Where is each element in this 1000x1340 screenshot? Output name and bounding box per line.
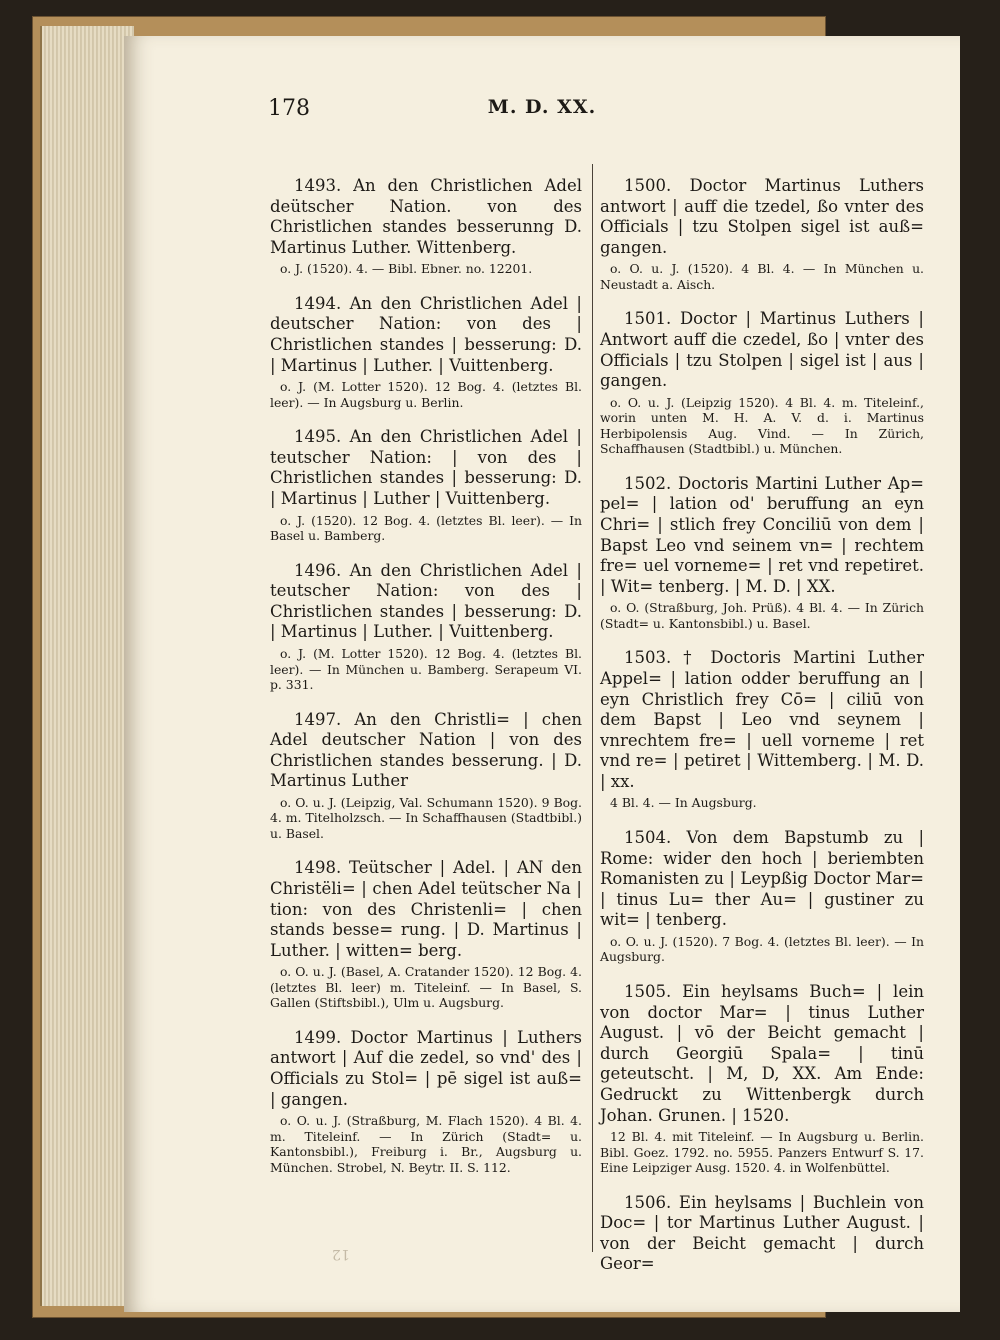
entry-title: 1505. Ein heylsams Buch= | lein von doctor Mar= | tinus Luther August. | vō der Beicht gemacht | durch Georgiū Spala= | tinū geteutscht. | M, D, XX. Am Ende: Gedruckt zu Wittenbergk durch Johan. Grunen. | 1520. xyxy=(600,981,924,1125)
entry-note: o. O. u. J. (Leipzig 1520). 4 Bl. 4. m. Titeleinf., worin unten M. H. A. V. d. i. Martinus Herbipolensis Aug. Vind. — In Zürich, Schaffhausen (Stadtbibl.) u. München. xyxy=(600,394,924,457)
entry-title: 1497. An den Christli= | chen Adel deutscher Nation | von des Christlichen standes besserung. | D. Martinus Luther xyxy=(270,709,582,791)
page-number: 178 xyxy=(268,96,310,121)
book-page xyxy=(124,36,960,1312)
entry-1494 xyxy=(270,294,582,410)
entry-1495 xyxy=(270,427,582,543)
entry-title: 1506. Ein heylsams | Buchlein von Doc= | tor Martinus Luther August. | von der Beicht gemacht | durch Geor= xyxy=(600,1192,924,1274)
running-title: M. D. XX. xyxy=(487,96,597,118)
entry-title: 1496. An den Christlichen Adel | teutscher Nation: von des | Christlichen standes | besserung: D. | Martinus | Luther. | Vuittenberg. xyxy=(270,560,582,642)
entry-note: o. J. (M. Lotter 1520). 12 Bog. 4. (letztes Bl. leer). — In Augsburg u. Berlin. xyxy=(270,379,582,410)
entry-title: 1501. Doctor | Martinus Luthers | Antwort auff die czedel, ßo | vnter des Officials | tzu Stolpen | sigel ist | aus | gangen. xyxy=(600,309,924,391)
entry-1498 xyxy=(270,858,582,1010)
entry-title: 1504. Von dem Bapstumb zu | Rome: wider den hoch | beriembten Romanisten zu | Leypßig Doctor Mar= | tinus Lu= ther Au= | gustiner zu wit= | tenberg. xyxy=(600,827,924,930)
entry-1499 xyxy=(270,1028,582,1175)
entry-note: o. O. (Straßburg, Joh. Prüß). 4 Bl. 4. — In Zürich (Stadt= u. Kantonsbibl.) u. Basel. xyxy=(600,600,924,631)
right-column xyxy=(600,176,924,1292)
entry-note: o. O. u. J. (1520). 7 Bog. 4. (letztes Bl. leer). — In Augsburg. xyxy=(600,933,924,965)
entry-title: 1498. Teütscher | Adel. | AN den Christëli= | chen Adel teütscher Na | tion: von des Christenli= | chen stands besse= rung. | D. Martinus | Luther. | witten= berg. xyxy=(270,858,582,960)
entry-1506 xyxy=(600,1193,924,1275)
entry-1493 xyxy=(270,176,582,277)
entry-title: 1503. † Doctoris Martini Luther Appel= | lation odder beruffung an | eyn Christlich frey Cō= | ciliū von dem Bapst | Leo vnd seynem | vnrechtem fre= | uell vorneme | ret vnd re= | petiret | Wittemberg. | M. D. | xx. xyxy=(600,648,924,791)
entry-title: 1500. Doctor Martinus Luthers antwort | auff die tzedel, ßo vnter des Officials | tzu Stolpen sigel ist auß= gangen. xyxy=(600,176,924,257)
entry-note: o. O. u. J. (Basel, A. Cratander 1520). 12 Bog. 4. (letztes Bl. leer) m. Titeleinf. — In Basel, S. Gallen (Stiftsbibl.), Ulm u. Augsburg. xyxy=(270,964,582,1011)
page-edges xyxy=(40,26,134,1306)
signature-mark: 12 xyxy=(332,1246,350,1262)
entry-note: o. O. u. J. (Leipzig, Val. Schumann 1520). 9 Bog. 4. m. Titelholzsch. — In Schaffhausen (Stadtbibl.) u. Basel. xyxy=(270,794,582,841)
entry-note: o. O. u. J. (1520). 4 Bl. 4. — In München u. Neustadt a. Aisch. xyxy=(600,261,924,292)
left-column xyxy=(270,176,582,1192)
entry-1496 xyxy=(270,561,582,693)
entry-note: o. J. (M. Lotter 1520). 12 Bog. 4. (letztes Bl. leer). — In München u. Bamberg. Serapeum VI. p. 331. xyxy=(270,646,582,692)
entry-note: o. J. (1520). 4. — Bibl. Ebner. no. 12201. xyxy=(280,261,533,277)
column-rule xyxy=(592,164,593,1252)
entry-note: 4 Bl. 4. — In Augsburg. xyxy=(610,795,757,811)
entry-title: 1493. An den Christlichen Adel deütscher Nation. von des Christlichen standes besserunng D. Martinus Luther. Wittenberg. xyxy=(270,176,582,257)
entry-1503 xyxy=(600,648,924,811)
entry-title: 1494. An den Christlichen Adel | deutscher Nation: von des | Christlichen standes | besserung: D. | Martinus | Luther. | Vuittenberg. xyxy=(270,293,582,375)
entry-1501 xyxy=(600,309,924,456)
entry-note: 12 Bl. 4. mit Titeleinf. — In Augsburg u. Berlin. Bibl. Goez. 1792. no. 5955. Panzers Entwurf S. 17. Eine Leipziger Ausg. 1520. 4. in Wolfenbüttel. xyxy=(600,1129,924,1176)
entry-1502 xyxy=(600,474,924,632)
entry-1504 xyxy=(600,828,924,965)
entry-title: 1499. Doctor Martinus | Luthers antwort | Auf die zedel, so vnd' des | Officials zu Stol= | pē sigel ist auß= | gangen. xyxy=(270,1027,582,1109)
entry-1505 xyxy=(600,982,924,1176)
entry-title: 1495. An den Christlichen Adel | teutscher Nation: | von des | Christlichen standes | besserung: D. | Martinus | Luther | Vuittenberg. xyxy=(270,427,582,509)
entry-title: 1502. Doctoris Martini Luther Ap= pel= | lation od' beruffung an eyn Chri= | stlich frey Conciliū von dem | Bapst Leo vnd seinem vn= | rechtem fre= uel vorneme= | ret vnd repetiret. | Wit= tenberg. | M. D. | XX. xyxy=(600,473,924,596)
entry-note: o. O. u. J. (Straßburg, M. Flach 1520). 4 Bl. 4. m. Titeleinf. — In Zürich (Stadt= u. Kantonsbibl.), Freiburg i. Br., Augsburg u. München. Strobel, N. Beytr. II. S. 112. xyxy=(270,1113,582,1175)
entry-note: o. J. (1520). 12 Bog. 4. (letztes Bl. leer). — In Basel u. Bamberg. xyxy=(270,512,582,544)
entry-1500 xyxy=(600,176,924,292)
entry-1497 xyxy=(270,710,582,842)
